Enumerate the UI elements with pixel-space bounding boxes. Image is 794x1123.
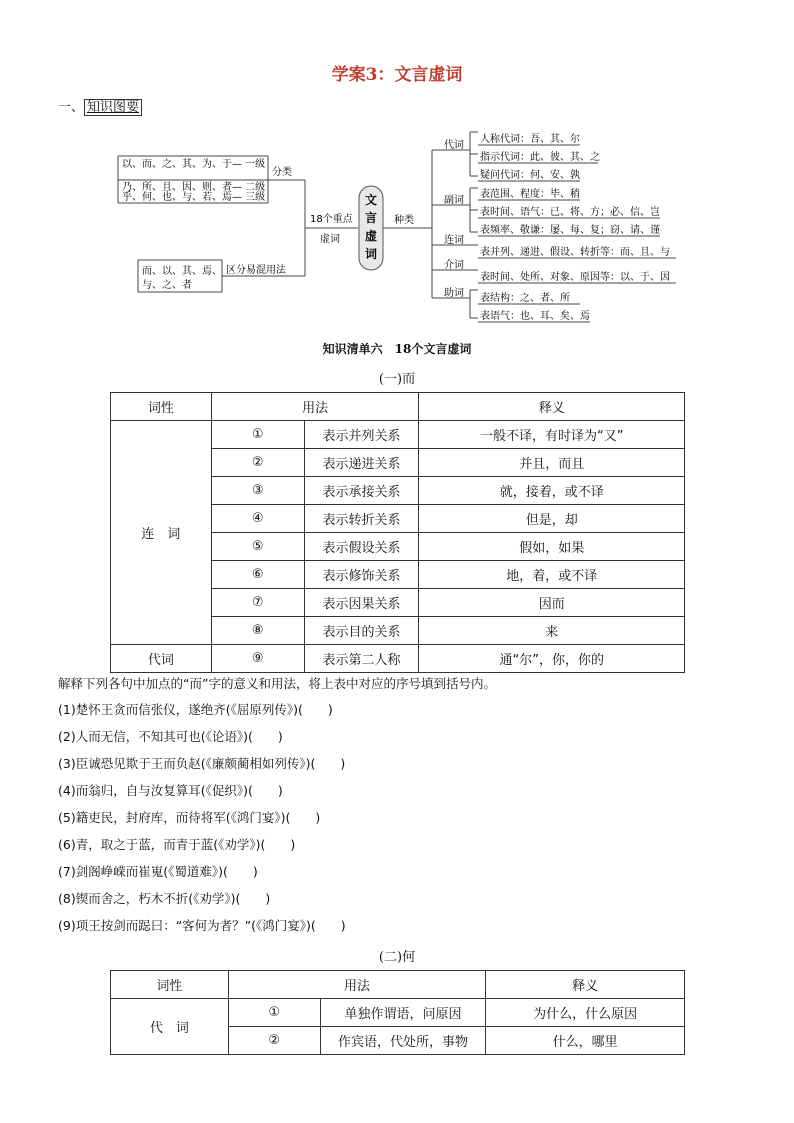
- question-9: (9)项王按剑而跽曰：“客何为者？”(《鸿门宴》)( ): [58, 918, 346, 933]
- question-6: (6)青，取之于蓝，而青于蓝(《劝学》)( ): [58, 837, 296, 852]
- row-num: ①: [211, 421, 304, 449]
- row-meaning: 地，着，或不译: [419, 561, 685, 589]
- row-usage: 表示并列关系: [304, 421, 419, 449]
- header-pos: 词性: [111, 393, 212, 421]
- header-pos: 词性: [111, 971, 229, 999]
- row-num: ④: [211, 505, 304, 533]
- question-4: (4)而翁归，自与汝复算耳(《促织》)( ): [58, 783, 283, 798]
- row-meaning: 什么，哪里: [486, 1027, 685, 1055]
- level-line-1: 以、而、之、其、为、于— 一级: [122, 159, 266, 170]
- adverb-item-3: 表频率、敬谦：屡、每、复；窃、请、谨: [480, 225, 660, 236]
- table1-title: (一)而: [378, 372, 416, 387]
- conjunction-item-1: 表并列、递进、假设、转折等：而、且、与: [480, 247, 670, 258]
- row-meaning: 通“尔”，你，你的: [419, 645, 685, 673]
- category-pronoun: 代词: [444, 140, 464, 151]
- row-meaning: 并且，而且: [419, 449, 685, 477]
- row-num: ⑨: [211, 645, 304, 673]
- pronoun-item-2: 指示代词：此、彼、其、之: [480, 152, 600, 163]
- table-header-row: [111, 393, 685, 421]
- table-row: [111, 999, 685, 1027]
- row-meaning: 一般不译，有时译为“又”: [419, 421, 685, 449]
- row-usage: 表示修饰关系: [304, 561, 419, 589]
- row-num: ②: [211, 449, 304, 477]
- category-conjunction: 连词: [444, 235, 464, 246]
- level-line-2: 乃、所、且、因、则、者— 二级: [122, 182, 266, 193]
- row-num: ③: [211, 477, 304, 505]
- pill-char-3: 虚: [364, 229, 378, 243]
- page-title: 学案3：文言虚词: [331, 65, 463, 85]
- row-meaning: 来: [419, 617, 685, 645]
- center-top-label: 18个重点: [310, 214, 353, 225]
- row-usage: 表示假设关系: [304, 533, 419, 561]
- row-num: ①: [228, 999, 320, 1027]
- section-number: 一、: [58, 100, 85, 115]
- pos-pronoun: 代 词: [111, 999, 229, 1055]
- instruction-text: 解释下列各句中加点的“而”字的意义和用法，将上表中对应的序号填到括号内。: [58, 676, 496, 691]
- question-2: (2)人而无信，不知其可也(《论语》)( ): [58, 729, 283, 744]
- confuse-line-2: 与、之、者: [142, 280, 192, 291]
- pos-pronoun: 代词: [111, 645, 212, 673]
- row-meaning: 因而: [419, 589, 685, 617]
- row-num: ⑧: [211, 617, 304, 645]
- row-usage: 表示因果关系: [304, 589, 419, 617]
- level-line-3: 乎、何、也、与、若、焉— 三级: [122, 192, 266, 203]
- header-usage: 用法: [211, 393, 419, 421]
- pos-conjunction: 连 词: [111, 421, 212, 645]
- classify-label: 分类: [272, 167, 292, 178]
- question-5: (5)籍吏民，封府库，而待将军(《鸿门宴》)( ): [58, 810, 321, 825]
- row-usage: 表示第二人称: [304, 645, 419, 673]
- header-meaning: 释义: [419, 393, 685, 421]
- er-usage-table: [110, 392, 685, 673]
- pill-char-1: 文: [364, 193, 378, 207]
- row-meaning: 为什么，什么原因: [486, 999, 685, 1027]
- row-usage: 作宾语，代处所，事物: [320, 1027, 486, 1055]
- row-usage: 表示承接关系: [304, 477, 419, 505]
- table2-title: (二)何: [378, 950, 416, 965]
- adverb-item-1: 表范围、程度：毕、稍: [480, 189, 580, 200]
- category-adverb: 副词: [444, 195, 464, 206]
- row-usage: 单独作谓语，问原因: [320, 999, 486, 1027]
- adverb-item-2: 表时间、语气：已、将、方；必、信、岂: [480, 207, 660, 218]
- category-particle: 助词: [444, 288, 464, 299]
- preposition-item-1: 表时间、处所、对象、原因等：以、于、因: [480, 272, 670, 283]
- row-usage: 表示递进关系: [304, 449, 419, 477]
- confuse-label: 区分易混用法: [226, 265, 286, 276]
- kinds-label: 种类: [394, 215, 414, 226]
- question-3: (3)臣诚恐见欺于王而负赵(《廉颇蔺相如列传》)( ): [58, 756, 346, 771]
- row-usage: 表示转折关系: [304, 505, 419, 533]
- row-usage: 表示目的关系: [304, 617, 419, 645]
- section-label: 知识图要: [84, 99, 142, 116]
- row-meaning: 假如，如果: [419, 533, 685, 561]
- header-meaning: 释义: [486, 971, 685, 999]
- center-bottom-label: 虚词: [320, 234, 340, 245]
- table-row: [111, 645, 685, 673]
- table-row: [111, 421, 685, 449]
- pill-char-2: 言: [364, 211, 378, 225]
- header-usage: 用法: [228, 971, 486, 999]
- category-preposition: 介词: [444, 260, 464, 271]
- confuse-line-1: 而、以、其、焉、: [142, 266, 222, 277]
- row-num: ⑦: [211, 589, 304, 617]
- row-num: ⑥: [211, 561, 304, 589]
- pronoun-item-1: 人称代词：吾、其、尔: [480, 134, 580, 145]
- pill-char-4: 词: [364, 247, 378, 261]
- knowledge-list-heading: 知识清单六 18个文言虚词: [322, 342, 472, 356]
- row-meaning: 就，接着，或不译: [419, 477, 685, 505]
- knowledge-map-diagram: [0, 0, 794, 340]
- question-1: (1)楚怀王贪而信张仪，遂绝齐(《屈原列传》)( ): [58, 702, 333, 717]
- question-7: (7)剑阁峥嵘而崔嵬(《蜀道难》)( ): [58, 864, 258, 879]
- row-num: ②: [228, 1027, 320, 1055]
- particle-item-2: 表语气：也、耳、矣、焉: [480, 311, 590, 322]
- particle-item-1: 表结构：之、者、所: [480, 293, 570, 304]
- row-num: ⑤: [211, 533, 304, 561]
- question-8: (8)锲而舍之，朽木不折(《劝学》)( ): [58, 891, 271, 906]
- row-meaning: 但是，却: [419, 505, 685, 533]
- pronoun-item-3: 疑问代词：何、安、孰: [480, 170, 580, 181]
- he-usage-table: [110, 970, 685, 1055]
- table-header-row: [111, 971, 685, 999]
